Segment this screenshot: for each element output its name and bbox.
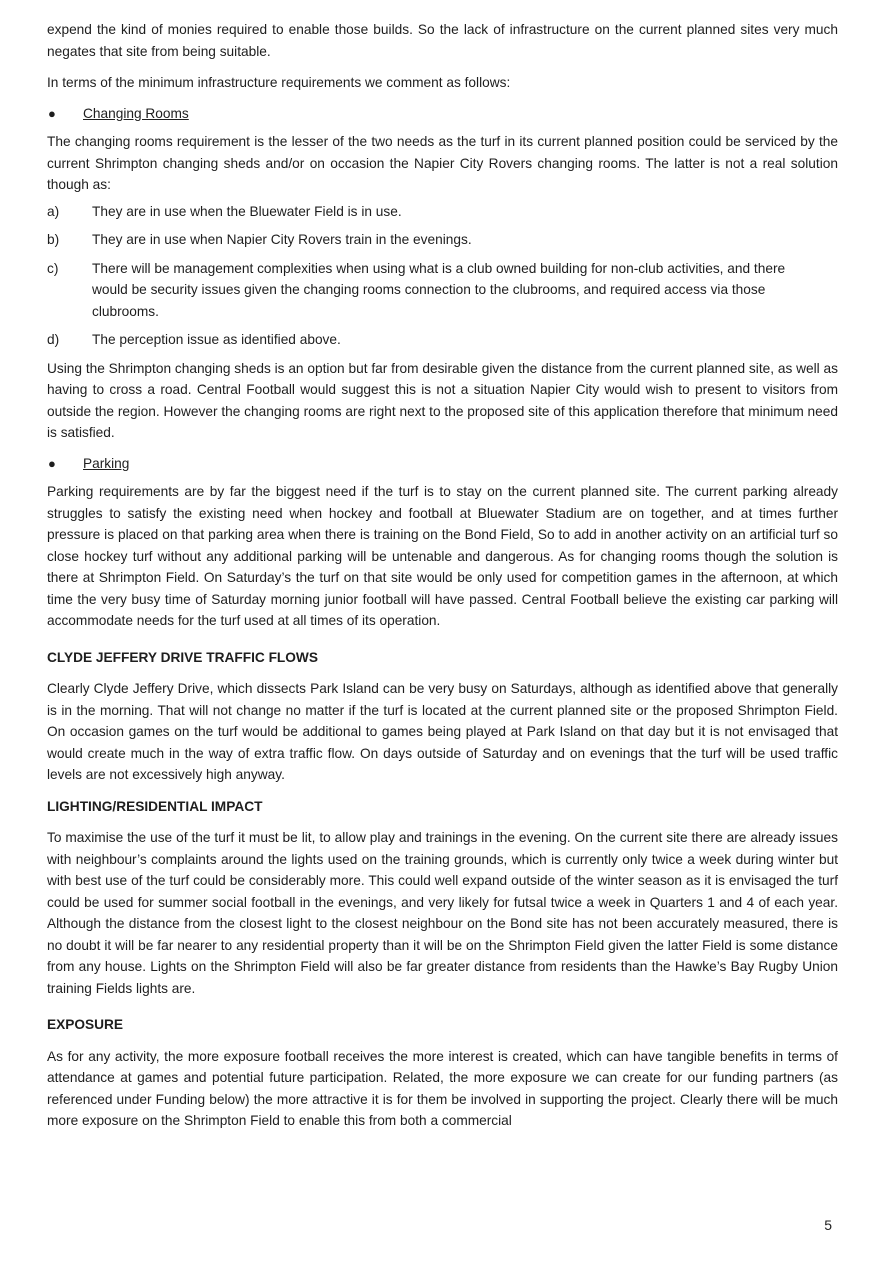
list-item — [47, 201, 838, 223]
bullet-label: Changing Rooms — [83, 105, 189, 121]
heading-lighting: LIGHTING/RESIDENTIAL IMPACT — [47, 798, 263, 814]
paragraph-exposure: As for any activity, the more exposure football receives the more interest is created, which can have tangible benefits in terms of attendance at games and potential future participation. Related, the more exposure we can create for our funding partners (as referenced under Funding below) the more attractive it is for them be involved in supporting the project. Clearly there will be much more exposure on the Shrimpton Field to enable this from both a commercial — [47, 1048, 838, 1128]
list-item — [47, 329, 838, 351]
paragraph-changing-intro: The changing rooms requirement is the lesser of the two needs as the turf in its current planned position could be serviced by the current Shrimpton changing sheds and/or on occasion the Napier City Rovers changing rooms. The latter is not a real solution though as: — [47, 134, 838, 192]
bullet-label: Parking — [83, 455, 130, 471]
paragraph-intro: expend the kind of monies required to enable those builds. So the lack of infrastructure on the current planned sites very much negates that site from being suitable. — [47, 22, 838, 59]
list-text: There will be management complexities when using what is a club owned building for non-club activities, and there would be security issues given the changing rooms connection to the clubrooms, and required access via those clubrooms. — [92, 260, 786, 319]
paragraph-changing-sheds: Using the Shrimpton changing sheds is an option but far from desirable given the distance from the current planned site, as well as having to cross a road. Central Football would suggest this is not a situation Napier City would wish to present to visitors from outside the region. However the changing rooms are right next to the proposed site of this application therefore that minimum need is satisfied. — [47, 360, 838, 440]
list-item — [47, 229, 838, 251]
paragraph-traffic: Clearly Clyde Jeffery Drive, which dissects Park Island can be very busy on Saturdays, although as identified above that generally is in the morning. That will not change no matter if the turf is located at the current planned site or the proposed Shrimpton Field. On occasion games on the turf would be additional to games being played at Park Island on that day but it is not envisaged that would create much in the way of extra traffic flow. On days outside of Saturday and on evenings that the turf will be used traffic levels are not excessively high anyway. — [47, 681, 838, 782]
list-letter: d) — [47, 332, 60, 347]
bullet-dot-icon: ● — [48, 105, 56, 121]
list-letter: c) — [47, 260, 59, 276]
heading-exposure: EXPOSURE — [47, 1017, 124, 1032]
list-letter: b) — [47, 232, 60, 247]
lettered-list — [47, 201, 838, 351]
list-letter: a) — [47, 203, 60, 219]
page-number: 5 — [824, 1217, 832, 1233]
paragraph-lighting: To maximise the use of the turf it must be lit, to allow play and trainings in the evening. On the current site there are already issues with neighbour’s complaints around the lights used on the training grounds, which is currently only twice a week during winter but with best use of the turf could be considerably more. This could well expand outside of the winter season as it is envisaged the turf could be used for summer social football in the evenings, and very likely for futsal twice a week in Quarters 1 and 4 of each year. Although the distance from the closest light to the closest neighbour on the Bond site has not been accurately measured, there is no doubt it will be far nearer to any residential property than it will be on the Shrimpton Field given the latter Field is some distance from any house. Lights on the Shrimpton Field will also be far greater distance from residents than the Hawke’s Bay Rugby Union training Fields lights are. — [47, 830, 838, 996]
bullet-dot-icon: ● — [48, 455, 56, 471]
paragraph-parking: Parking requirements are by far the biggest need if the turf is to stay on the current planned site. The current parking already struggles to satisfy the existing need when hockey and football at Bluewater Stadium are on together, and at times further pressure is placed on that parking area when there is training on the Bond Field, So to add in another activity on an artificial turf so close hockey turf without any additional parking will be untenable and dangerous. As for changing rooms though the solution is there at Shrimpton Field. On Saturday’s the turf on that site would be only used for competition games in the afternoon, at which time the very busy time of Saturday morning junior football will have passed. Central Football believe the existing car parking will accommodate needs for the turf used at all times of its operation. — [47, 484, 838, 628]
heading-traffic-flows: CLYDE JEFFERY DRIVE TRAFFIC FLOWS — [47, 649, 318, 665]
list-text: The perception issue as identified above. — [92, 332, 341, 347]
paragraph-infrastructure: In terms of the minimum infrastructure requirements we comment as follows: — [47, 75, 511, 90]
bullet-changing-rooms — [47, 103, 838, 125]
list-item — [47, 258, 838, 323]
bullet-parking — [47, 453, 838, 475]
list-text: They are in use when the Bluewater Field is in use. — [92, 203, 402, 219]
list-text: They are in use when Napier City Rovers train in the evenings. — [92, 232, 472, 247]
